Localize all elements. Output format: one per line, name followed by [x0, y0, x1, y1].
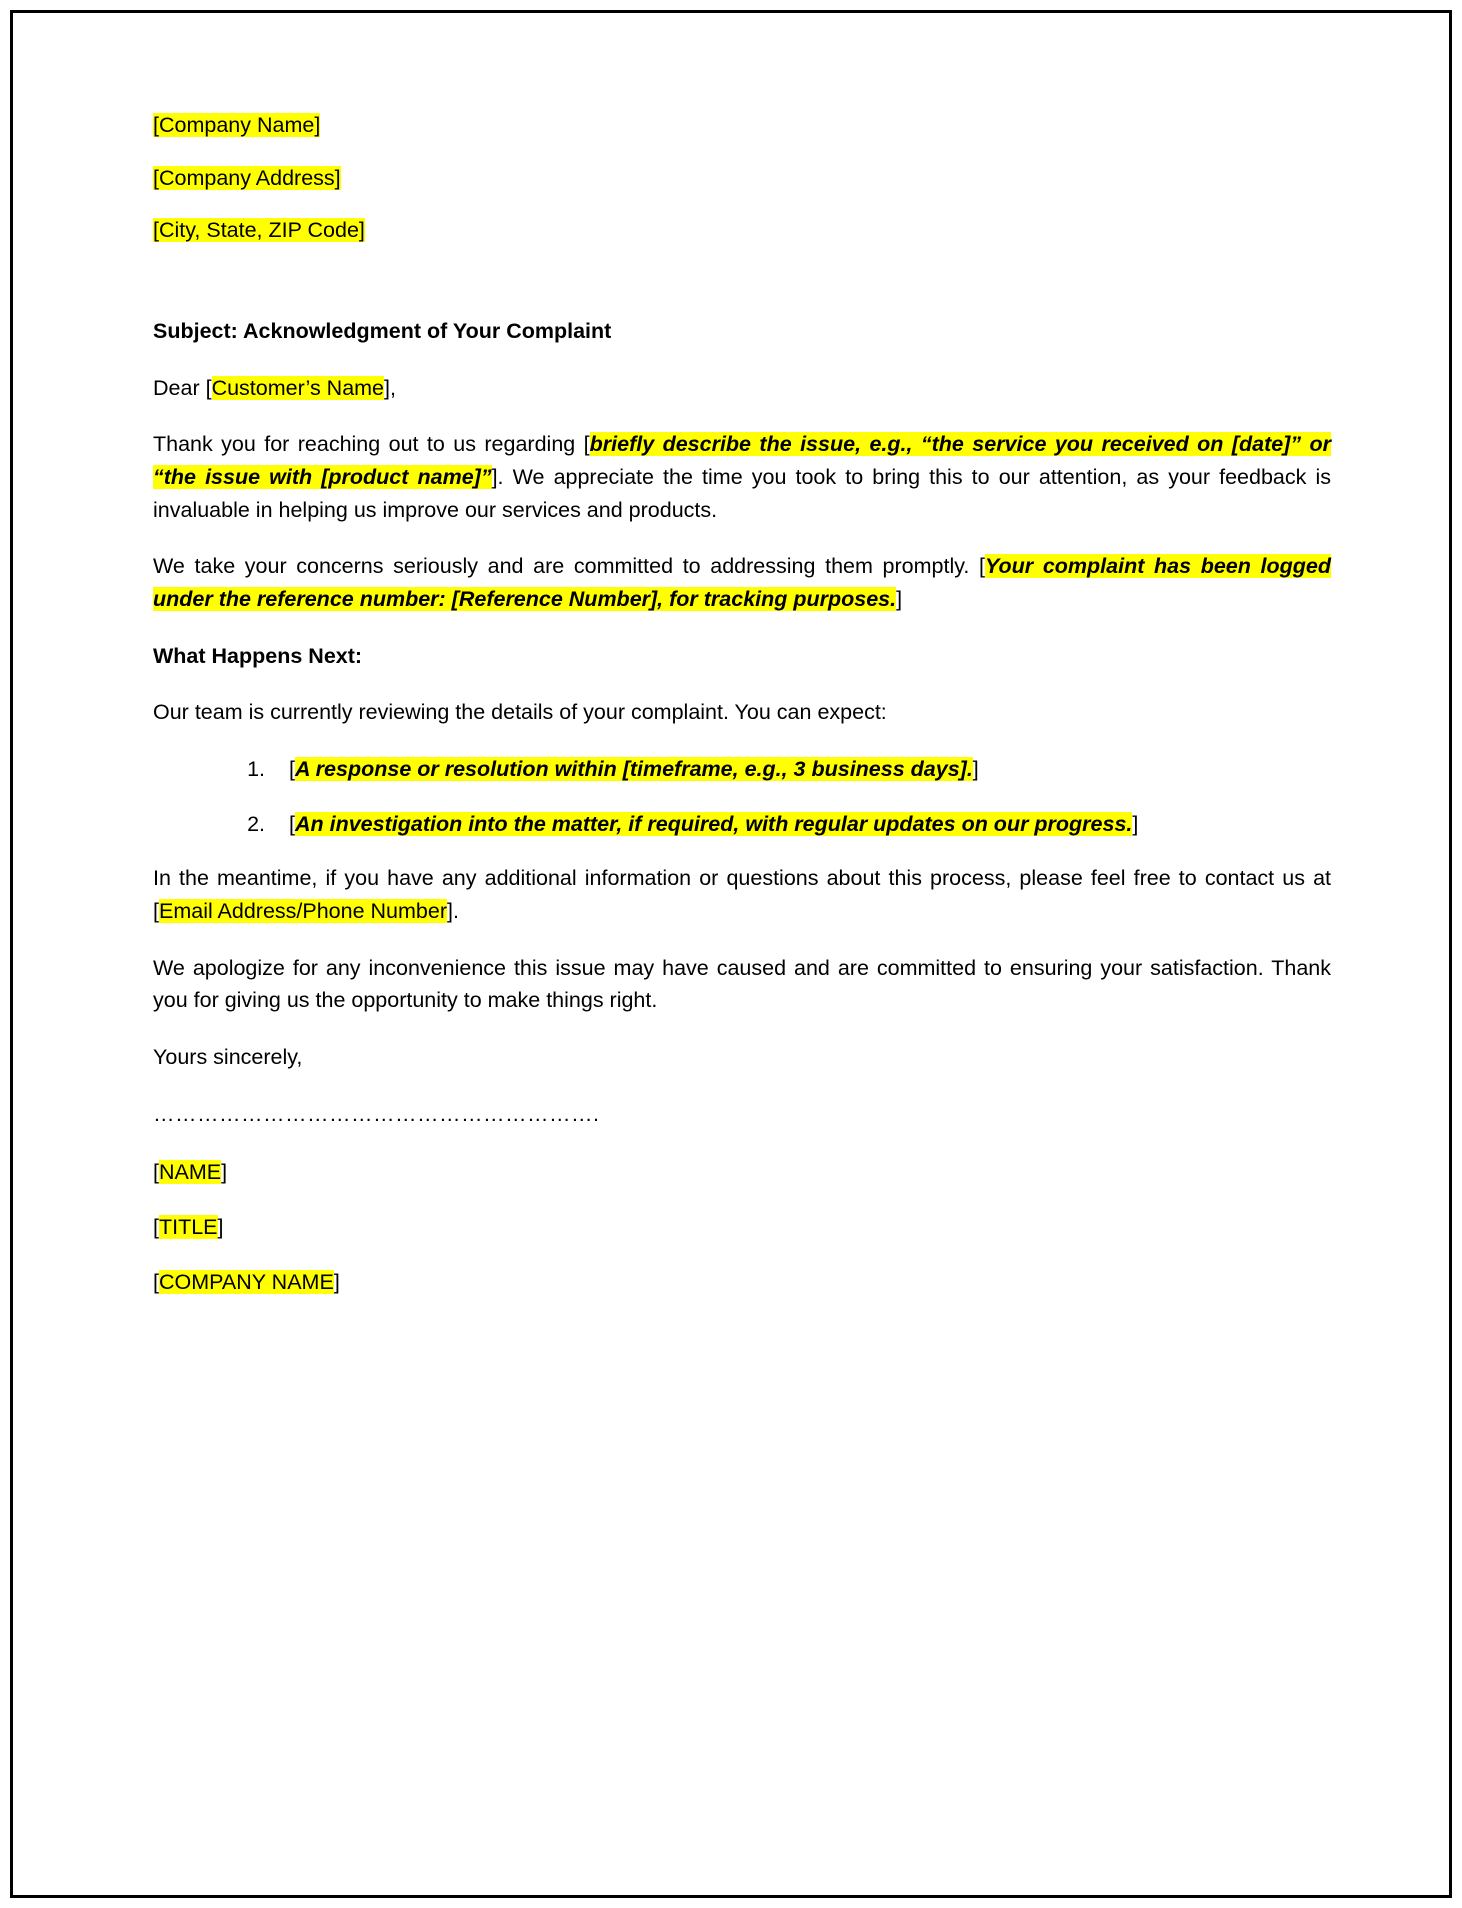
subject-label: Subject: — [153, 319, 238, 344]
item1-highlight: A response or resolution within [timeframe, e.g., 3 business days]. — [294, 757, 973, 782]
signer-company-line — [153, 1266, 1331, 1299]
salutation — [153, 372, 1331, 405]
closing-line: Yours sincerely, — [153, 1045, 303, 1070]
paragraph-thank-you — [153, 428, 1331, 526]
company-name-line — [153, 109, 1331, 142]
signer-company-placeholder: COMPANY NAME — [158, 1269, 334, 1294]
subject-line — [153, 315, 1331, 348]
letter-body — [153, 109, 1331, 1298]
para2-part1: We take your concerns seriously and are committed to addressing them promptly. [ — [153, 554, 985, 579]
expectations-list — [153, 753, 1331, 840]
document-page — [10, 10, 1452, 1898]
para1-part1: Thank you for reaching out to us regarding [ — [153, 432, 590, 457]
para2-part2: ] — [896, 587, 903, 612]
para1-part2: ]. We appreciate the time you took to bring this to our attention, as your feedback is invaluable in helping us improve our services and products. — [153, 465, 1331, 522]
salutation-prefix: Dear [ — [153, 375, 212, 400]
signer-title-line — [153, 1211, 1331, 1244]
salutation-suffix: ], — [384, 375, 396, 400]
contact-placeholder: Email Address/Phone Number — [158, 899, 447, 924]
paragraph-apology: We apologize for any inconvenience this issue may have caused and are committed to ensuring your satisfaction. Thank you for giving us the opportunity to make things right. — [153, 955, 1331, 1013]
item2-suffix: ] — [1132, 811, 1139, 836]
para4-part1: In the meantime, if you have any additional information or questions about this process, please feel free to contact us at [ — [153, 866, 1331, 924]
item1-prefix: [ — [289, 757, 295, 782]
signer-name-placeholder: NAME — [158, 1160, 222, 1185]
paragraph-concerns — [153, 550, 1331, 615]
city-state-zip-line — [153, 214, 1331, 247]
next-heading-bold: What Happens Next — [153, 643, 355, 668]
signer-name-line — [153, 1156, 1331, 1189]
signer-title-suffix: ] — [217, 1215, 224, 1240]
signer-title-prefix: [ — [153, 1215, 159, 1240]
signature-dotted-line: ……………………………………………………. — [153, 1101, 600, 1126]
para2-highlight: Your complaint has been logged under the reference number: [Reference Number], for tracking purposes. — [153, 554, 1331, 612]
paragraph-reviewing: Our team is currently reviewing the details of your complaint. You can expect: — [153, 700, 887, 725]
company-address-line — [153, 162, 1331, 195]
customer-name-placeholder: Customer’s Name — [211, 375, 385, 400]
item1-suffix: ] — [972, 757, 979, 782]
list-item — [271, 808, 1331, 841]
company-name-placeholder: [Company Name] — [153, 113, 321, 137]
what-happens-next-heading — [153, 640, 1331, 673]
item2-highlight: An investigation into the matter, if required, with regular updates on our progress. — [294, 811, 1133, 836]
spacer-after-address — [153, 267, 1331, 315]
signer-company-prefix: [ — [153, 1269, 159, 1294]
paragraph-contact — [153, 862, 1331, 927]
signer-name-suffix: ] — [221, 1160, 228, 1185]
item2-prefix: [ — [289, 811, 295, 836]
para1-highlight: briefly describe the issue, e.g., “the service you received on [date]” or “the issue with [product name]” — [153, 432, 1332, 490]
list-item — [271, 753, 1331, 786]
para4-part2: ]. — [447, 899, 459, 924]
next-heading-rest: : — [354, 643, 363, 668]
signer-company-suffix: ] — [333, 1269, 340, 1294]
city-state-zip-placeholder: [City, State, ZIP Code] — [153, 218, 365, 243]
signer-title-placeholder: TITLE — [158, 1215, 218, 1240]
signer-name-prefix: [ — [153, 1160, 159, 1185]
company-address-placeholder: [Company Address] — [153, 165, 341, 190]
subject-text: Acknowledgment of Your Complaint — [237, 319, 612, 344]
